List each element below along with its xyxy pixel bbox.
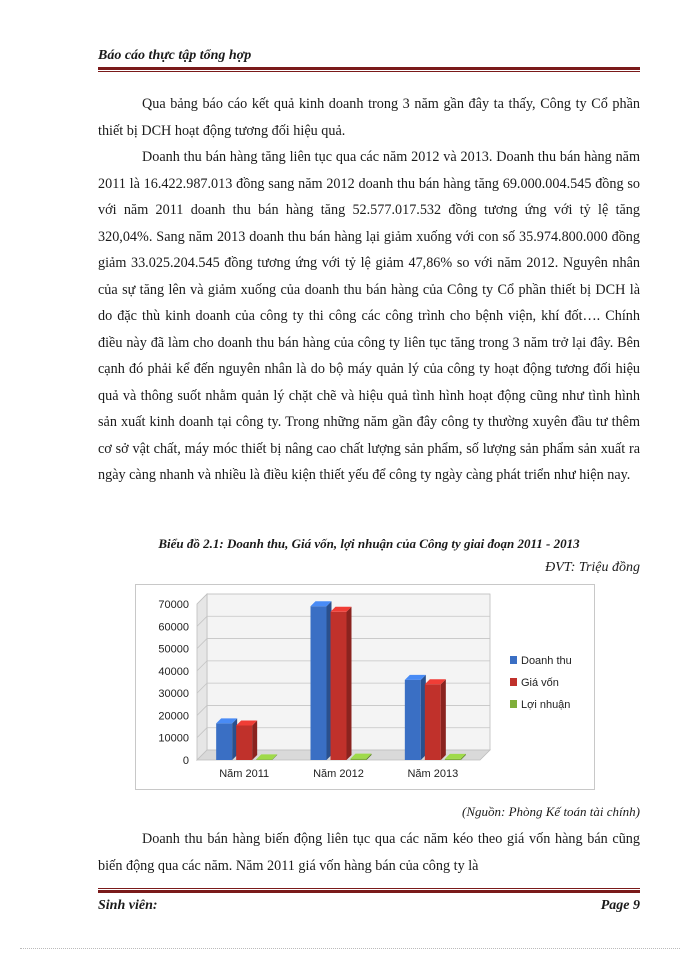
bar-front xyxy=(351,759,367,760)
figure-caption: Biểu đồ 2.1: Doanh thu, Giá vốn, lợi nhuận của Công ty giai đoạn 2011 - 2013 xyxy=(158,536,580,551)
bar-front xyxy=(311,606,327,760)
figure-unit: ĐVT: Triệu đồng xyxy=(545,560,640,575)
bar-chart xyxy=(135,584,595,790)
header-title: Báo cáo thực tập tổng hợp xyxy=(98,48,252,63)
bar xyxy=(311,601,332,760)
bar-front xyxy=(331,612,347,760)
y-tick-label: 40000 xyxy=(158,665,189,678)
bar-front xyxy=(236,725,252,760)
paragraph-cost xyxy=(98,826,640,879)
paragraph-2: Doanh thu bán hàng tăng liên tục qua các năm 2012 và 2013. Doanh thu bán hàng năm 2011 là 16.422.987.013 đồng sang năm 2012 doanh thu bán hàng tăng 69.000.004.545 đồng so với năm 2011 doanh thu bán hàng tăng 52.577.017.532 đồng tương ứng với tỷ lệ tăng 320,04%. Sang năm 2013 doanh thu bán hàng lại giảm xuống với con số 35.974.800.000 đồng giảm 33.025.204.545 đồng tương ứng với tỷ lệ giảm 47,86% so với năm 2012. Nguyên nhân của sự tăng lên và giảm xuống của doanh thu bán hàng của Công ty Cổ phần thiết bị DCH là do đặc thù kinh doanh của công ty thi công các công trình cho bệnh viện, khí đốt…. Chính điều này đã làm cho doanh thu bán hàng của công ty liên tục tăng trong 3 năm trở lại đây. Bên cạnh đó phải kể đến nguyên nhân là do bộ máy quản lý của công ty hoạt động tương đối hiệu quả và thông suốt nhằm quản lý chặt chẽ và hiệu quả tình hình hoạt động cũng như tình hình sản xuất kinh doanh tại công ty. Trong những năm gần đây công ty thường xuyên đầu tư thêm cơ sở vật chất, máy móc thiết bị nâng cao chất lượng sản phẩm, số lượng sản phẩm sản xuất ra ngày càng nhanh và nhiều là điều kiện thiết yếu để công ty ngày càng phát triển như hiện nay. xyxy=(98,149,640,483)
legend-label: Doanh thu xyxy=(521,655,572,667)
y-tick-label: 20000 xyxy=(158,710,189,723)
bar-front xyxy=(256,759,272,760)
paragraph-revenue xyxy=(98,144,640,489)
bar xyxy=(331,607,352,760)
footer-page-number: Page 9 xyxy=(600,898,640,913)
footer-rule-thin xyxy=(98,888,640,889)
page-bottom-divider xyxy=(20,948,680,949)
figure-source: (Nguồn: Phòng Kế toán tài chính) xyxy=(461,804,640,819)
legend-swatch xyxy=(510,700,517,708)
y-tick-label: 30000 xyxy=(158,688,189,701)
x-tick-label: Năm 2011 xyxy=(219,768,270,780)
chart-side-wall xyxy=(197,594,207,760)
legend-label: Lợi nhuận xyxy=(521,699,571,711)
header-rule-thin xyxy=(98,71,640,72)
paragraph-3: Doanh thu bán hàng biến động liên tục qua các năm kéo theo giá vốn hàng bán cũng biến động qua các năm. Năm 2011 giá vốn hàng bán của công ty là xyxy=(98,831,640,874)
bar xyxy=(236,720,257,760)
y-tick-label: 50000 xyxy=(158,643,189,656)
bar-front xyxy=(216,723,232,760)
header-rule-thick xyxy=(98,67,640,70)
y-tick-label: 60000 xyxy=(158,621,189,634)
legend-label: Giá vốn xyxy=(521,677,559,689)
y-tick-label: 10000 xyxy=(158,732,189,745)
bar xyxy=(425,679,446,760)
paragraph-intro xyxy=(98,91,640,144)
chart-container xyxy=(135,584,595,790)
footer-rule-thick xyxy=(98,890,640,893)
bar-front xyxy=(425,684,441,760)
x-tick-label: Năm 2012 xyxy=(313,768,364,780)
legend-swatch xyxy=(510,678,517,686)
bar xyxy=(405,675,426,760)
y-tick-label: 0 xyxy=(182,755,189,767)
bar-front xyxy=(445,759,461,760)
bar-side xyxy=(347,607,352,760)
legend-swatch xyxy=(510,656,517,664)
bar-front xyxy=(405,680,421,760)
bar-side xyxy=(252,720,257,760)
footer-student-label: Sinh viên: xyxy=(98,898,158,913)
bar-side xyxy=(441,679,446,760)
y-tick-label: 70000 xyxy=(158,599,189,611)
x-tick-label: Năm 2013 xyxy=(407,768,459,780)
paragraph-1: Qua bảng báo cáo kết quả kinh doanh trong 3 năm gần đây ta thấy, Công ty Cổ phần thiết bị DCH hoạt động tương đối hiệu quả. xyxy=(98,96,640,139)
bar xyxy=(216,718,237,760)
